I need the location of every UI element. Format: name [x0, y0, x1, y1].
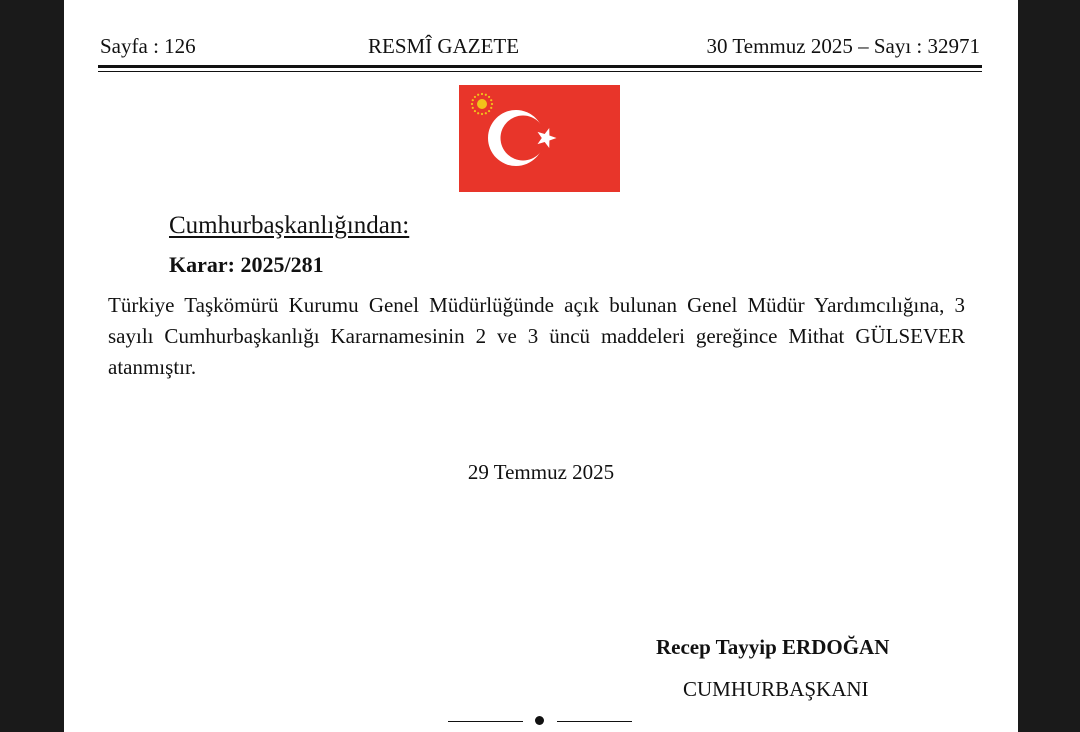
end-ornament	[448, 713, 632, 727]
signer-title: CUMHURBAŞKANI	[683, 677, 869, 701]
seal-star	[474, 110, 476, 112]
seal-star	[488, 96, 490, 98]
signer-name: Recep Tayyip ERDOĞAN	[656, 635, 890, 659]
seal-star	[472, 107, 474, 109]
turkish-flag-icon	[459, 85, 620, 192]
seal-star	[477, 94, 479, 96]
seal-star	[485, 112, 487, 114]
gazette-header	[100, 34, 980, 60]
seal-star	[471, 103, 473, 105]
seal-star	[491, 103, 493, 105]
ornament-dot	[535, 716, 544, 725]
page-number: Sayfa : 126	[100, 34, 196, 58]
issue-info: 30 Temmuz 2025 – Sayı : 32971	[706, 34, 980, 58]
header-rule-thin	[98, 71, 982, 72]
seal-star	[488, 110, 490, 112]
seal-star	[472, 99, 474, 101]
seal-star	[490, 99, 492, 101]
seal-star	[477, 112, 479, 114]
seal-star	[490, 107, 492, 109]
gazette-title: RESMÎ GAZETE	[368, 34, 520, 58]
seal-star	[485, 94, 487, 96]
seal-star	[481, 93, 483, 95]
ornament-line-left	[448, 721, 523, 722]
decree-body: Türkiye Taşkömürü Kurumu Genel Müdürlüğünde açık bulunan Genel Müdür Yardımcılığına, 3 sayılı Cumhurbaşkanlığı Kararnamesinin 2 ve 3 üncü maddeleri gereğince Mithat GÜLSEVER atanmıştır.	[108, 293, 965, 379]
gazette-page	[64, 0, 1018, 732]
seal-star	[481, 113, 483, 115]
decree-date: 29 Temmuz 2025	[467, 460, 615, 484]
seal-star	[474, 96, 476, 98]
issuer-heading: Cumhurbaşkanlığından:	[169, 212, 410, 239]
decision-number: Karar: 2025/281	[169, 252, 324, 277]
header-rule-thick	[98, 65, 982, 68]
ornament-line-right	[557, 721, 632, 722]
